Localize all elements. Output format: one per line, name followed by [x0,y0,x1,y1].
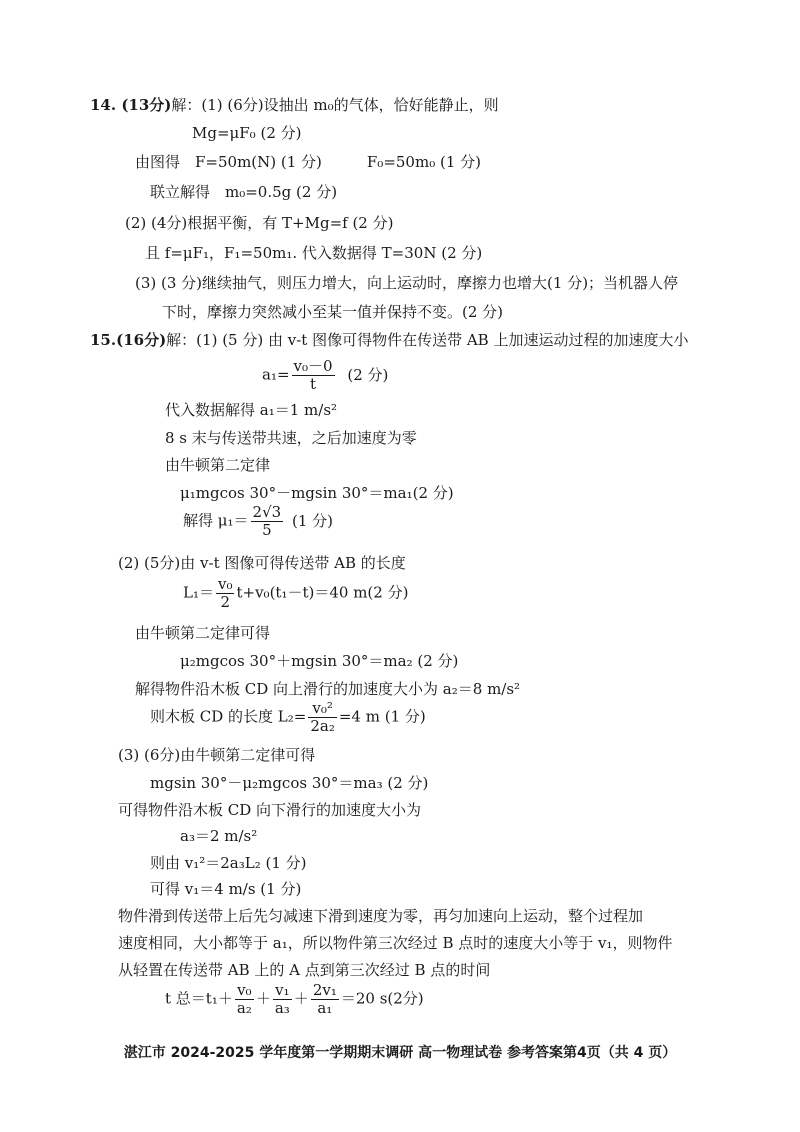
q15-intro: 解：(1) (5 分) 由 v-t 图像可得物件在传送带 AB 上加速运动过程的加速度大小 [166,331,689,349]
q15-total-time-equation [165,982,424,1017]
q14-intro: 解：(1) (6分)设抽出 m₀的气体，恰好能静止，则 [171,96,499,114]
t-f3-numerator: 2v₁ [312,981,337,999]
q14-line7: 下时，摩擦力突然减小至某一值并保持不变。(2 分) [162,303,504,321]
a1-score: (2 分) [347,365,389,384]
L1-lhs: L₁＝ [183,583,214,602]
page-footer: 湛江市 2024-2025 学年度第一学期期末调研 高一物理试卷 参考答案第4页（共 4 页） [123,1045,677,1061]
L1-fraction [216,576,235,611]
q15-part2c: μ₂mgcos 30°＋mgsin 30°＝ma₂ (2 分) [180,652,459,670]
q15-part3g: 物件滑到传送带上后先匀减速下滑到速度为零，再匀加速向上运动，整个过程加 [118,907,644,925]
q15-intro-line [90,330,688,350]
L2-rest: =4 m (1 分) [338,707,426,726]
L2-numerator: v₀² [308,700,337,718]
L1-rest: t+v₀(t₁－t)＝40 m(2 分) [236,583,409,602]
mu-lhs: 解得 μ₁＝ [183,511,249,530]
q14-intro-line [90,95,499,115]
L1-denominator: 2 [220,593,230,611]
q15-part3e: 则由 v₁²＝2a₃L₂ (1 分) [150,854,307,872]
t-lhs: t 总＝t₁＋ [165,989,233,1008]
t-f1-numerator: v₀ [235,982,254,1000]
q14-header: 14. (13分) [90,96,172,114]
t-fraction-1 [235,982,254,1017]
q15-line4: 由牛顿第二定律 [165,456,271,474]
t-fraction-2 [273,982,292,1017]
L1-numerator: v₀ [217,575,233,593]
q15-part3: (3) (6分)由牛顿第二定律可得 [118,746,316,764]
q15-part3b: mgsin 30°－μ₂mgcos 30°＝ma₃ (2 分) [150,774,429,792]
mu-score: (1 分) [291,511,333,530]
t-fraction-3 [311,982,339,1017]
q15-part3h: 速度相同，大小都等于 a₁，所以物件第三次经过 B 点时的速度大小等于 v₁，则物件 [118,934,673,952]
q15-line2: 代入数据解得 a₁＝1 m/s² [165,401,338,419]
L2-fraction [308,700,337,735]
q15-part3c: 可得物件沿木板 CD 向下滑行的加速度大小为 [118,801,422,819]
t-f1-denominator: a₂ [236,999,252,1017]
t-plus-1: ＋ [255,989,271,1008]
t-f3-denominator: a₁ [317,999,333,1017]
q15-line5: μ₁mgcos 30°－mgsin 30°＝ma₁(2 分) [180,484,454,502]
q15-part2b: 由牛顿第二定律可得 [135,624,271,642]
q15-L2-equation [150,700,426,735]
a1-denominator: t [310,375,317,393]
mu-denominator: 5 [262,521,272,539]
q15-mu-equation [183,504,333,539]
a1-fraction [292,358,335,393]
q14-line4: (2) (4分)根据平衡，有 T+Mg=f (2 分) [125,214,394,232]
a1-numerator: v₀－0 [293,357,333,375]
q15-part2: (2) (5分)由 v-t 图像可得传送带 AB 的长度 [118,554,406,572]
q14-eq1: Mg=μF₀ (2 分) [192,124,302,142]
t-f2-denominator: a₃ [274,999,290,1017]
q14-line2: 由图得 F=50m(N) (1 分) F₀=50m₀ (1 分) [135,153,481,171]
t-rest: ＝20 s(2分) [340,989,424,1008]
q15-part2d: 解得物件沿木板 CD 向上滑行的加速度大小为 a₂＝8 m/s² [135,680,521,698]
mu-numerator: 2√3 [252,503,282,521]
q15-line3: 8 s 末与传送带共速，之后加速度为零 [165,429,417,447]
q15-L1-equation [183,576,408,611]
q14-line5: 且 f=μF₁，F₁=50m₁. 代入数据得 T=30N (2 分) [145,244,483,262]
q14-line3: 联立解得 m₀=0.5g (2 分) [150,183,338,201]
L2-denominator: 2a₂ [310,717,335,735]
q15-a1-equation [262,358,388,393]
q15-part3d: a₃＝2 m/s² [180,827,258,845]
t-f2-numerator: v₁ [273,982,292,1000]
t-plus-2: ＋ [293,989,309,1008]
q15-part3i: 从轻置在传送带 AB 上的 A 点到第三次经过 B 点的时间 [118,961,491,979]
q15-header: 15.(16分) [90,331,167,349]
mu-fraction [251,504,284,539]
L2-lhs: 则木板 CD 的长度 L₂= [150,707,307,726]
q15-part3f: 可得 v₁＝4 m/s (1 分) [150,880,302,898]
q14-line6: (3) (3 分)继续抽气，则压力增大，向上运动时，摩擦力也增大(1 分)；当机器人停 [135,274,679,292]
a1-lhs: a₁= [262,365,290,384]
